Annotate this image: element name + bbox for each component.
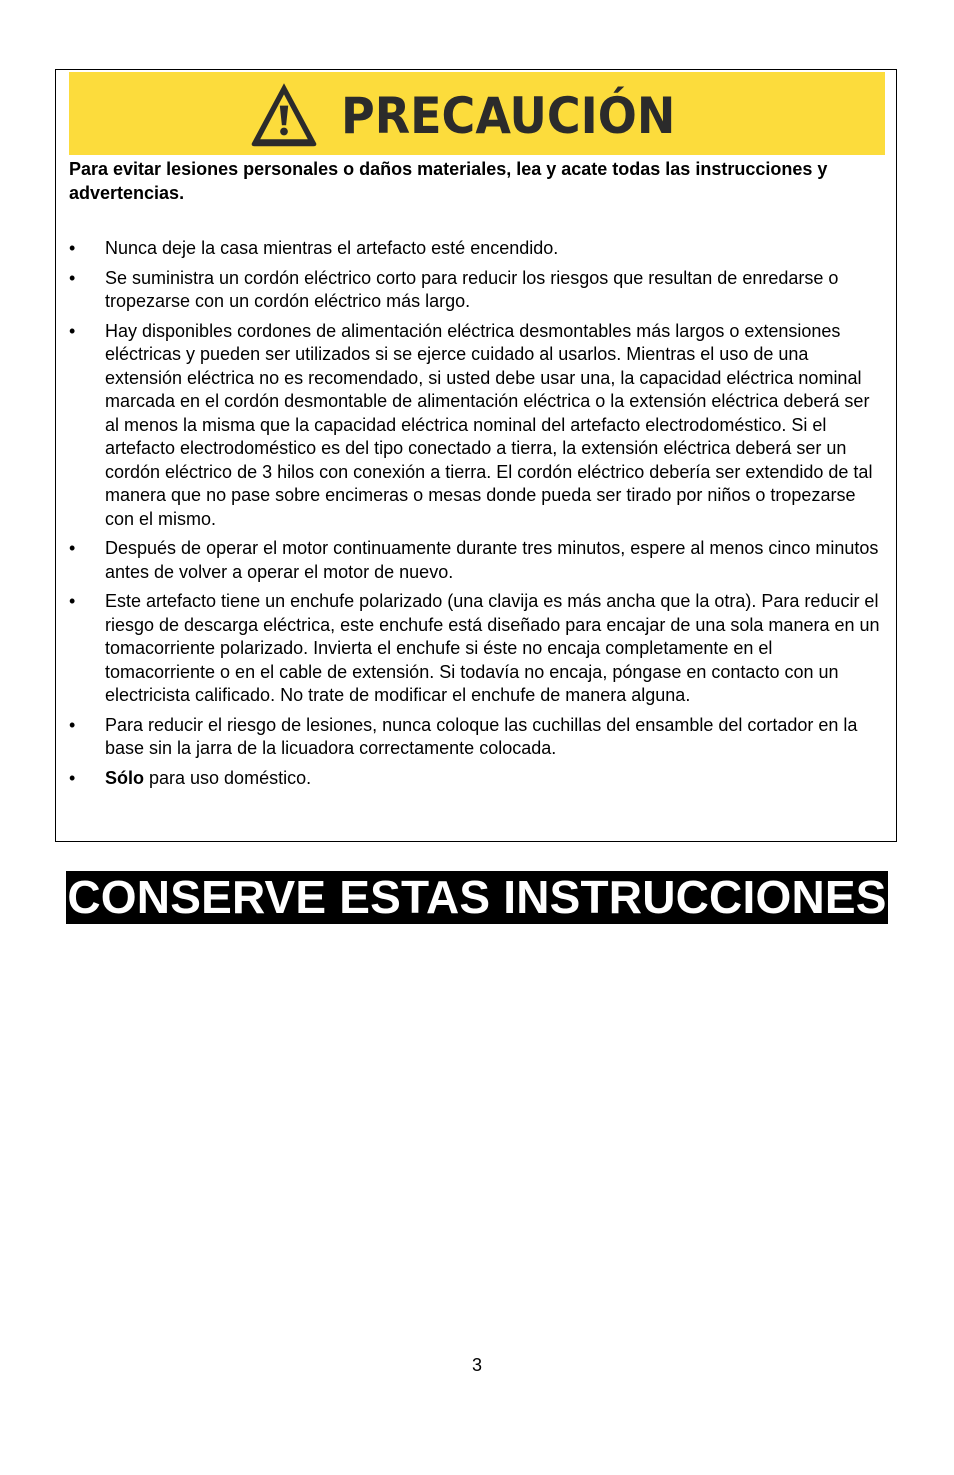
list-item	[69, 714, 885, 761]
warning-triangle-icon	[249, 79, 319, 149]
bullet-text: Nunca deje la casa mientras el artefacto esté encendido.	[105, 238, 559, 258]
bullet-symbol: •	[69, 767, 76, 788]
bullet-text: Se suministra un cordón eléctrico corto para reducir los riesgos que resultan de enredarse o tropezarse con un cordón eléctrico más largo.	[105, 267, 839, 311]
list-item	[69, 237, 885, 261]
caution-bullet-list	[69, 237, 885, 796]
list-item	[69, 767, 885, 791]
bullet-text: Hay disponibles cordones de alimentación eléctrica desmontables más largos o extensiones eléctricas y pueden ser utilizados si se ejerce cuidado al usarlos. Mientras el uso de una extensión eléctrica no es recomendado, si usted debe usar una, la capacidad eléctrica nominal marcada en el cordón desmontable de alimentación eléctrica o la extensión eléctrica deberá ser al menos la misma que la capacidad eléctrica nominal del artefacto electrodoméstico. Si el artefacto electrodoméstico es del tipo conectado a tierra, la extensión eléctrica deberá ser un cordón eléctrico de 3 hilos con conexión a tierra. El cordón eléctrico debería ser extendido de tal manera que no pase sobre encimeras o mesas donde pueda ser tirado por niños o tropezarse con el mismo.	[105, 320, 873, 529]
bullet-text: Para reducir el riesgo de lesiones, nunca coloque las cuchillas del ensamble del cortador en la base sin la jarra de la licuadora correctamente colocada.	[105, 714, 858, 758]
bullet-symbol: •	[69, 267, 76, 288]
caution-intro: Para evitar lesiones personales o daños materiales, lea y acate todas las instrucciones y advertencias.	[69, 159, 828, 203]
save-instructions-heading: CONSERVE ESTAS INSTRUCCIONES	[67, 871, 887, 923]
bullet-text: Este artefacto tiene un enchufe polarizado (una clavija es más ancha que la otra). Para reducir el riesgo de descarga eléctrica, este enchufe está diseñado para encajar de una sola manera en un tomacorriente polarizado. Invierta el enchufe si éste no encaja completamente en el tomacorriente o en el cable de extensión. Si todavía no encaja, póngase en contacto con un electricista calificado. No trate de modificar el enchufe de manera alguna.	[105, 591, 880, 705]
page-number: 3	[471, 1355, 482, 1375]
list-item	[69, 320, 885, 532]
caution-box	[55, 69, 897, 842]
bullet-text: Después de operar el motor continuamente durante tres minutos, espere al menos cinco minutos antes de volver a operar el motor de nuevo.	[105, 538, 879, 582]
bullet-symbol: •	[69, 538, 76, 558]
bullet-symbol: •	[69, 320, 76, 341]
bullet-bold-text: Sólo	[105, 767, 144, 788]
caution-banner	[69, 72, 885, 155]
list-item	[69, 590, 885, 708]
bullet-symbol: •	[69, 714, 76, 735]
bullet-symbol: •	[69, 591, 76, 611]
bullet-text: para uso doméstico.	[144, 767, 312, 788]
bullet-symbol: •	[69, 238, 76, 258]
list-item	[69, 267, 885, 314]
list-item	[69, 537, 885, 584]
caution-title: PRECAUCIÓN	[341, 86, 676, 145]
